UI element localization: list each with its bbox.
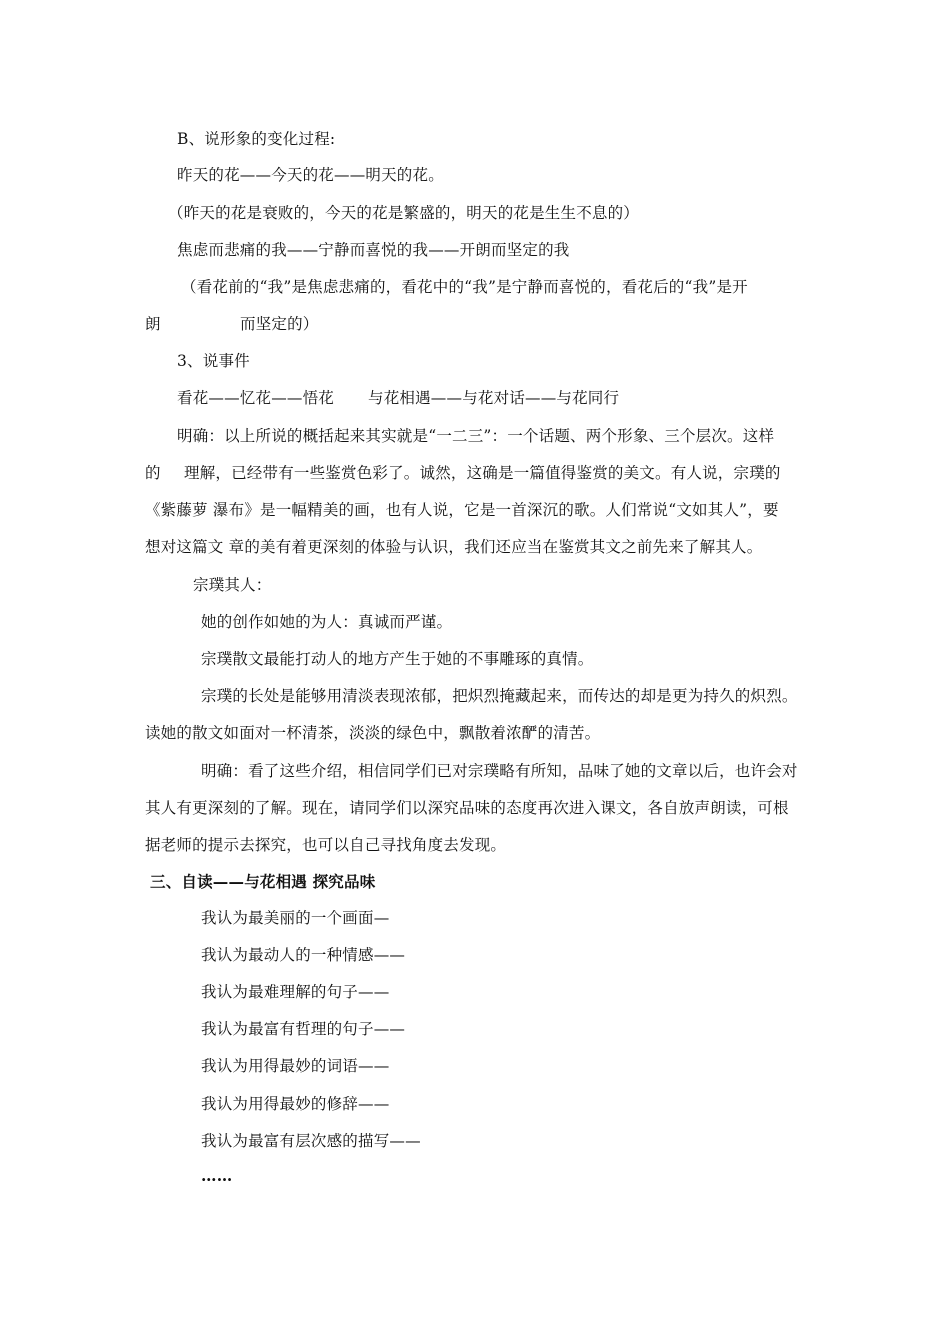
text-line: 宗璞的长处是能够用清淡表现浓郁，把炽烈掩藏起来，而传达的却是更为持久的炽烈。 — [201, 687, 798, 705]
text-line: 她的创作如她的为人：真诚而严谨。 — [201, 613, 453, 631]
text-line: 3、说事件 — [177, 352, 250, 370]
ellipsis-line: …… — [201, 1166, 233, 1185]
text-line: 与花相遇——与花对话——与花同行 — [368, 389, 620, 407]
text-line: （昨天的花是衰败的，今天的花是繁盛的，明天的花是生生不息的） — [168, 204, 640, 222]
prompt-line: 我认为最美丽的一个画面— — [201, 909, 390, 927]
text-line: 理解，已经带有一些鉴赏色彩了。诚然，这确是一篇值得鉴赏的美文。有人说，宗璞的 — [184, 464, 781, 482]
prompt-line: 我认为用得最妙的词语—— — [201, 1057, 390, 1075]
text-line: 看花——忆花——悟花 — [177, 389, 335, 407]
text-line: 朗 — [145, 315, 161, 333]
text-line: 的 — [145, 464, 161, 482]
text-line: 昨天的花——今天的花——明天的花。 — [177, 166, 444, 184]
text-line: 宗璞散文最能打动人的地方产生于她的不事雕琢的真情。 — [201, 650, 594, 668]
prompt-line: 我认为最难理解的句子—— — [201, 983, 390, 1001]
text-line: （看花前的“我”是焦虑悲痛的，看花中的“我”是宁静而喜悦的，看花后的“我”是开 — [181, 278, 748, 296]
text-line: 明确：看了这些介绍，相信同学们已对宗璞略有所知，品味了她的文章以后，也许会对 — [201, 762, 798, 780]
prompt-line: 我认为最富有哲理的句子—— — [201, 1020, 406, 1038]
text-line: 宗璞其人： — [193, 576, 272, 594]
prompt-line: 我认为最富有层次感的描写—— — [201, 1132, 421, 1150]
text-line: 明确：以上所说的概括起来其实就是“一二三”：一个话题、两个形象、三个层次。这样 — [177, 427, 775, 445]
text-line: 焦虑而悲痛的我——宁静而喜悦的我——开朗而坚定的我 — [177, 241, 570, 259]
text-line: 想对这篇文 章的美有着更深刻的体验与认识，我们还应当在鉴赏其文之前先来了解其人。 — [145, 538, 763, 556]
text-line: 读她的散文如面对一杯清茶，淡淡的绿色中，飘散着浓酽的清苦。 — [145, 724, 601, 742]
text-line: 《紫藤萝 瀑布》是一幅精美的画，也有人说，它是一首深沉的歌。人们常说“文如其人”，要 — [145, 501, 779, 519]
text-line: 其人有更深刻的了解。现在，请同学们以深究品味的态度再次进入课文，各自放声朗读，可根 — [145, 799, 789, 817]
text-line: B、说形象的变化过程: — [177, 130, 336, 148]
prompt-line: 我认为最动人的一种情感—— — [201, 946, 406, 964]
text-line: 而坚定的） — [240, 315, 319, 333]
prompt-line: 我认为用得最妙的修辞—— — [201, 1095, 390, 1113]
text-line: 据老师的提示去探究，也可以自己寻找角度去发现。 — [145, 836, 507, 854]
section-heading: 三、自读——与花相遇 探究品味 — [150, 873, 376, 891]
